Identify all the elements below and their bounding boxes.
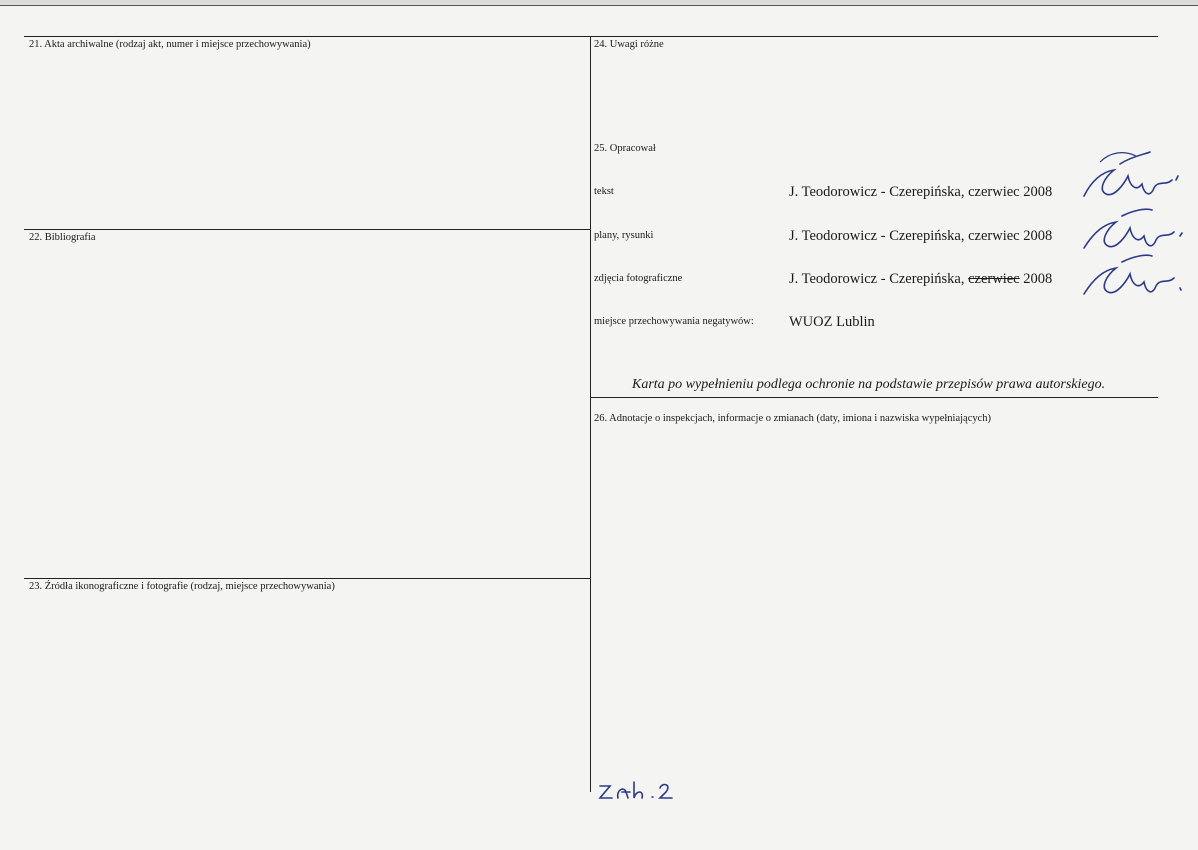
rule-26 [590,397,1158,398]
row-month: czerwiec [968,184,1020,200]
section-26-label: 26. Adnotacje o inspekcjach, informacje o zmianach (daty, imiona i nazwiska wypełniających) [594,413,992,424]
row-label-photos: zdjęcia fotograficzne [594,273,683,284]
section-24-label: 24. Uwagi różne [594,39,664,50]
storage-label: miejsce przechowywania negatywów: [594,316,754,327]
scan-edge-line [0,5,1198,6]
top-rule [24,36,1158,37]
rule-23 [24,578,590,579]
section-22-label: 22. Bibliografia [29,232,96,243]
section-23-label: 23. Źródła ikonograficzne i fotografie (rodzaj, miejsce przechowywania) [29,581,335,592]
row-author: J. Teodorowicz - Czerepińska, [789,271,965,287]
handwritten-note-icon [598,778,678,802]
row-year: 2008 [1023,271,1053,287]
signature-icon [1080,208,1190,256]
row-value-plans [789,228,1052,245]
section-25-label: 25. Opracował [594,143,656,154]
row-month: czerwiec [968,228,1020,244]
storage-value: WUOZ Lublin [789,314,875,330]
copyright-notice: Karta po wypełnieniu podlega ochronie na podstawie przepisów prawa autorskiego. [632,377,1106,392]
row-month-struck: czerwiec [968,271,1020,287]
rule-22 [24,229,590,230]
row-author: J. Teodorowicz - Czerepińska, [789,228,965,244]
row-year: 2008 [1023,228,1053,244]
row-value-text [789,184,1052,201]
column-divider [590,36,591,792]
row-label-text: tekst [594,186,614,197]
signature-icon [1080,252,1190,300]
row-value-photos [789,271,1052,288]
signature-icon [1080,150,1190,210]
row-label-plans: plany, rysunki [594,230,654,241]
row-author: J. Teodorowicz - Czerepińska, [789,184,965,200]
row-year: 2008 [1023,184,1053,200]
section-21-label: 21. Akta archiwalne (rodzaj akt, numer i miejsce przechowywania) [29,39,311,50]
